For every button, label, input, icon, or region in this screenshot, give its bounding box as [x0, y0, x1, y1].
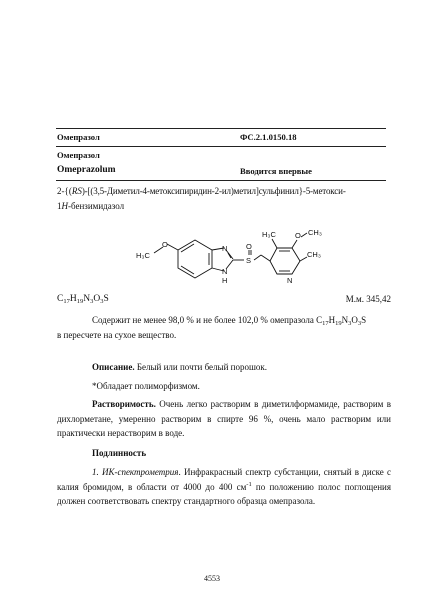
molecular-mass: М.м. 345,42 [345, 294, 391, 304]
mol-ch3-right: CH₃ [307, 250, 321, 259]
description-text: Белый или почти белый порошок. [134, 362, 268, 372]
chem-name-rs: RS [71, 186, 82, 196]
identity-ir-label: 1. ИК-спектрометрия [92, 467, 179, 477]
chem-name-line1-pre: 2-{( [57, 186, 72, 196]
description [92, 360, 267, 375]
identity-ir-text-b: по положению полос поглощения должен соответствовать спектру стандартного образца омепразола. [57, 481, 391, 506]
identity-ir-sup: -1 [246, 480, 252, 488]
content-formula: $C_{17}H_{19}N_3O_3S$ [316, 315, 367, 327]
content-line-1: Содержит не менее 98,0 % и не более 102,0 % омепразола $C_{17}H_{19}N_3O_3S$ [92, 315, 367, 327]
header-fs-code: ФС.2.1.0150.18 [240, 132, 297, 142]
identity-ir [57, 465, 391, 509]
mol-nh-h: H [222, 276, 228, 285]
chem-name-line2-post: -бензимидазол [68, 200, 125, 211]
mol-n-pyr: N [287, 276, 293, 285]
solubility-text: Очень легко растворим в диметилформамиде, растворим в дихлорметане, умеренно растворим в спирте 96 %, очень мало растворим или практически нерастворим в воде. [57, 399, 391, 438]
header-rule-1 [56, 146, 386, 147]
header-bottom-rule [56, 180, 386, 181]
chem-name-line2-num: 1 [57, 200, 62, 211]
header-name-lat: Omeprazolum [57, 165, 116, 175]
solubility [57, 397, 391, 441]
mol-o-left: O [162, 240, 168, 249]
solubility-label: Растворимость. [92, 399, 156, 409]
molecular-formula: $C_{17}H_{19}N_3O_3S$ [57, 294, 109, 305]
page-number: 4553 [204, 574, 220, 583]
chem-name-h: H [61, 200, 68, 211]
polymorph-note: *Обладает полиморфизмом. [92, 381, 200, 391]
content-line-2: в пересчете на сухое вещество. [57, 330, 177, 340]
header-top-rule [56, 128, 386, 129]
mol-nh-n: N [222, 267, 228, 276]
mol-o-pyr: O [295, 231, 301, 240]
mol-s: S [246, 256, 252, 265]
mol-n-ring: N [222, 244, 228, 253]
mol-methoxy-left: H₃C [136, 251, 150, 260]
header-name-ru-2: Омепразол [57, 150, 100, 160]
identity-heading: Подлинность [92, 448, 147, 458]
chemical-name [57, 184, 391, 213]
chem-name-line1-post: )-[(3,5-Диметил-4-метоксипиридин-2-ил)метил]сульфинил}-5-метокси- [81, 186, 346, 196]
structural-formula [120, 215, 340, 293]
mol-h3c-pyr: H₃C [262, 230, 276, 239]
identity-ir-text-a: . Инфракрасный спектр субстанции, снятый в диске с калия бромидом, в области от 4000 до 400 см [57, 467, 392, 492]
header-status: Вводится впервые [240, 166, 312, 176]
description-label: Описание. [92, 362, 135, 372]
header-name-ru: Омепразол [57, 132, 100, 142]
mol-ch3-top: CH₃ [308, 228, 322, 237]
mol-o-sulfinyl: O [246, 242, 252, 251]
